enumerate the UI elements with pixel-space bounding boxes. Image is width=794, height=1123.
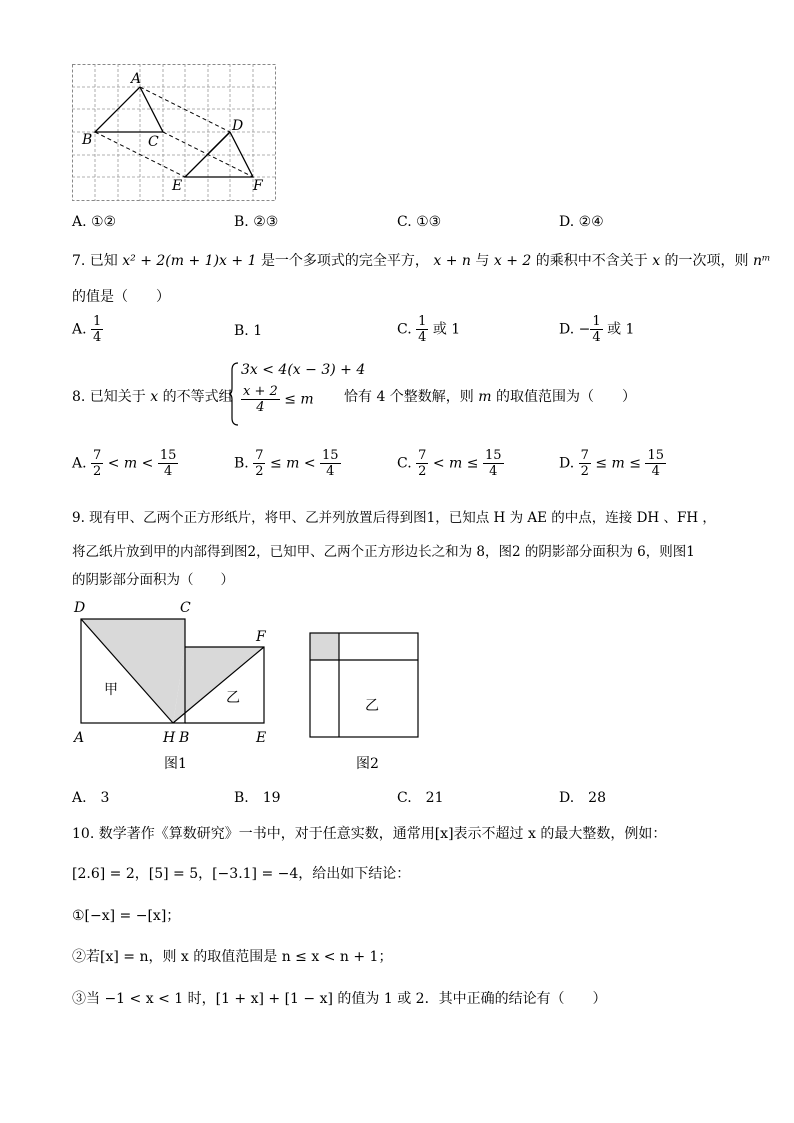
q6-label-b: B bbox=[82, 132, 93, 148]
fig1-label-b: B bbox=[179, 730, 190, 746]
q8-inequality-1: 3x < 4(x − 3) + 4 bbox=[241, 362, 366, 378]
fig2-caption: 图2 bbox=[356, 756, 379, 772]
fig1-label-f: F bbox=[256, 629, 266, 645]
fig2-label-yi: 乙 bbox=[365, 698, 379, 714]
q8-stem-pre: 8. 已知关于 x 的不等式组 bbox=[72, 389, 233, 405]
q6-label-e: E bbox=[172, 178, 183, 194]
fig1-label-e: E bbox=[256, 730, 267, 746]
q10-statement-2: ②若[x] = n，则 x 的取值范围是 n ≤ x < n + 1； bbox=[72, 949, 393, 965]
q6-label-c: C bbox=[148, 134, 159, 150]
fig1-label-yi: 乙 bbox=[226, 690, 240, 706]
q8-inequality-2: $\frac{x + 2}{4}$ ≤ m bbox=[243, 384, 314, 415]
q8-option-b[interactable]: B. $\frac{7}{2}$ ≤ m < $\frac{15}{4}$ bbox=[234, 448, 339, 479]
q7-nm: nᵐ bbox=[753, 253, 771, 269]
q10-stem-line1: 10. 数学著作《算数研究》一书中，对于任意实数，通常用[x]表示不超过 x 的最大整数，例如： bbox=[72, 826, 667, 842]
fraction: $\frac{1}{4}$ bbox=[592, 314, 601, 345]
fig1-caption: 图1 bbox=[164, 756, 187, 772]
q7-option-d[interactable]: D. − $\frac{1}{4}$ 或 1 bbox=[559, 314, 635, 345]
q8-option-c[interactable]: C. $\frac{7}{2}$ < m ≤ $\frac{15}{4}$ bbox=[397, 448, 502, 479]
q6-grid-figure bbox=[72, 64, 277, 204]
q7-option-a[interactable]: A. $\frac{1}{4}$ bbox=[72, 314, 102, 345]
q6-label-a: A bbox=[131, 71, 142, 87]
q6-option-c[interactable]: C. ①③ bbox=[397, 214, 442, 230]
q7-poly: x² + 2(m + 1)x + 1 bbox=[122, 253, 257, 269]
q9-figure-2 bbox=[300, 620, 430, 776]
q6-option-a[interactable]: A. ①② bbox=[72, 214, 117, 230]
fraction: $\frac{1}{4}$ bbox=[93, 314, 102, 345]
fraction: $\frac{7}{2}$ bbox=[418, 448, 427, 479]
fig1-label-a: A bbox=[74, 730, 85, 746]
q9-option-b[interactable]: B. 19 bbox=[234, 790, 281, 806]
fraction: $\frac{x + 2}{4}$ bbox=[243, 384, 278, 415]
fig1-label-d: D bbox=[74, 600, 86, 616]
q9-stem-line2: 将乙纸片放到甲的内部得到图2，已知甲、乙两个正方形边长之和为 8，图2 的阴影部分面积为 6，则图1 bbox=[72, 544, 695, 560]
q9-option-d[interactable]: D. 28 bbox=[559, 790, 606, 806]
fraction: $\frac{15}{4}$ bbox=[322, 448, 339, 479]
fraction: $\frac{15}{4}$ bbox=[647, 448, 665, 479]
fraction: $\frac{7}{2}$ bbox=[93, 448, 102, 479]
q10-statement-1: ①[−x] = −[x]； bbox=[72, 908, 181, 924]
q9-stem-line3: 的阴影部分面积为（ ） bbox=[72, 572, 234, 588]
q9-option-c[interactable]: C. 21 bbox=[397, 790, 444, 806]
q9-option-a[interactable]: A. 3 bbox=[72, 790, 110, 806]
fig1-label-h: H bbox=[163, 730, 176, 746]
fraction: $\frac{7}{2}$ bbox=[580, 448, 589, 479]
q7-option-c[interactable]: C. $\frac{1}{4}$ 或 1 bbox=[397, 314, 461, 345]
q6-label-f: F bbox=[253, 178, 263, 194]
q8-system-brace bbox=[228, 362, 240, 426]
q9-figure-1 bbox=[70, 596, 280, 776]
q6-option-d[interactable]: D. ②④ bbox=[559, 214, 604, 230]
q9-stem-line1: 9. 现有甲、乙两个正方形纸片，将甲、乙并列放置后得到图1，已知点 H 为 AE 的中点，连接 DH 、FH ， bbox=[72, 510, 716, 526]
q6-option-b[interactable]: B. ②③ bbox=[234, 214, 279, 230]
fraction: $\frac{15}{4}$ bbox=[159, 448, 177, 479]
q7-x2: x + 2 bbox=[493, 253, 532, 269]
q10-statement-3: ③当 −1 < x < 1 时，[1 + x] + [1 − x] 的值为 1 或 2．其中正确的结论有（ ） bbox=[72, 991, 607, 1007]
q7-stem-line2: 的值是（ ） bbox=[72, 289, 170, 305]
q8-option-d[interactable]: D. $\frac{7}{2}$ ≤ m ≤ $\frac{15}{4}$ bbox=[559, 448, 665, 479]
q7-stem-line1: 7. 已知 x² + 2(m + 1)x + 1 是一个多项式的完全平方， x + n 与 x + 2 的乘积中不含关于 x 的一次项，则 nᵐ bbox=[72, 253, 771, 269]
fraction: $\frac{1}{4}$ bbox=[418, 314, 427, 345]
q10-stem-line2: [2.6] = 2，[5] = 5，[−3.1] = −4，给出如下结论： bbox=[72, 866, 411, 882]
q8-stem-post: 恰有 4 个整数解，则 m 的取值范围为（ ） bbox=[344, 389, 636, 405]
fraction: $\frac{7}{2}$ bbox=[255, 448, 264, 479]
q8-option-a[interactable]: A. $\frac{7}{2}$ < m < $\frac{15}{4}$ bbox=[72, 448, 177, 479]
q6-label-d: D bbox=[232, 118, 244, 134]
q7-option-b[interactable]: B. 1 bbox=[234, 323, 263, 339]
fig1-label-c: C bbox=[180, 600, 191, 616]
q7-xn: x + n bbox=[433, 253, 471, 269]
fig1-label-jia: 甲 bbox=[104, 682, 118, 698]
fraction: $\frac{15}{4}$ bbox=[484, 448, 502, 479]
